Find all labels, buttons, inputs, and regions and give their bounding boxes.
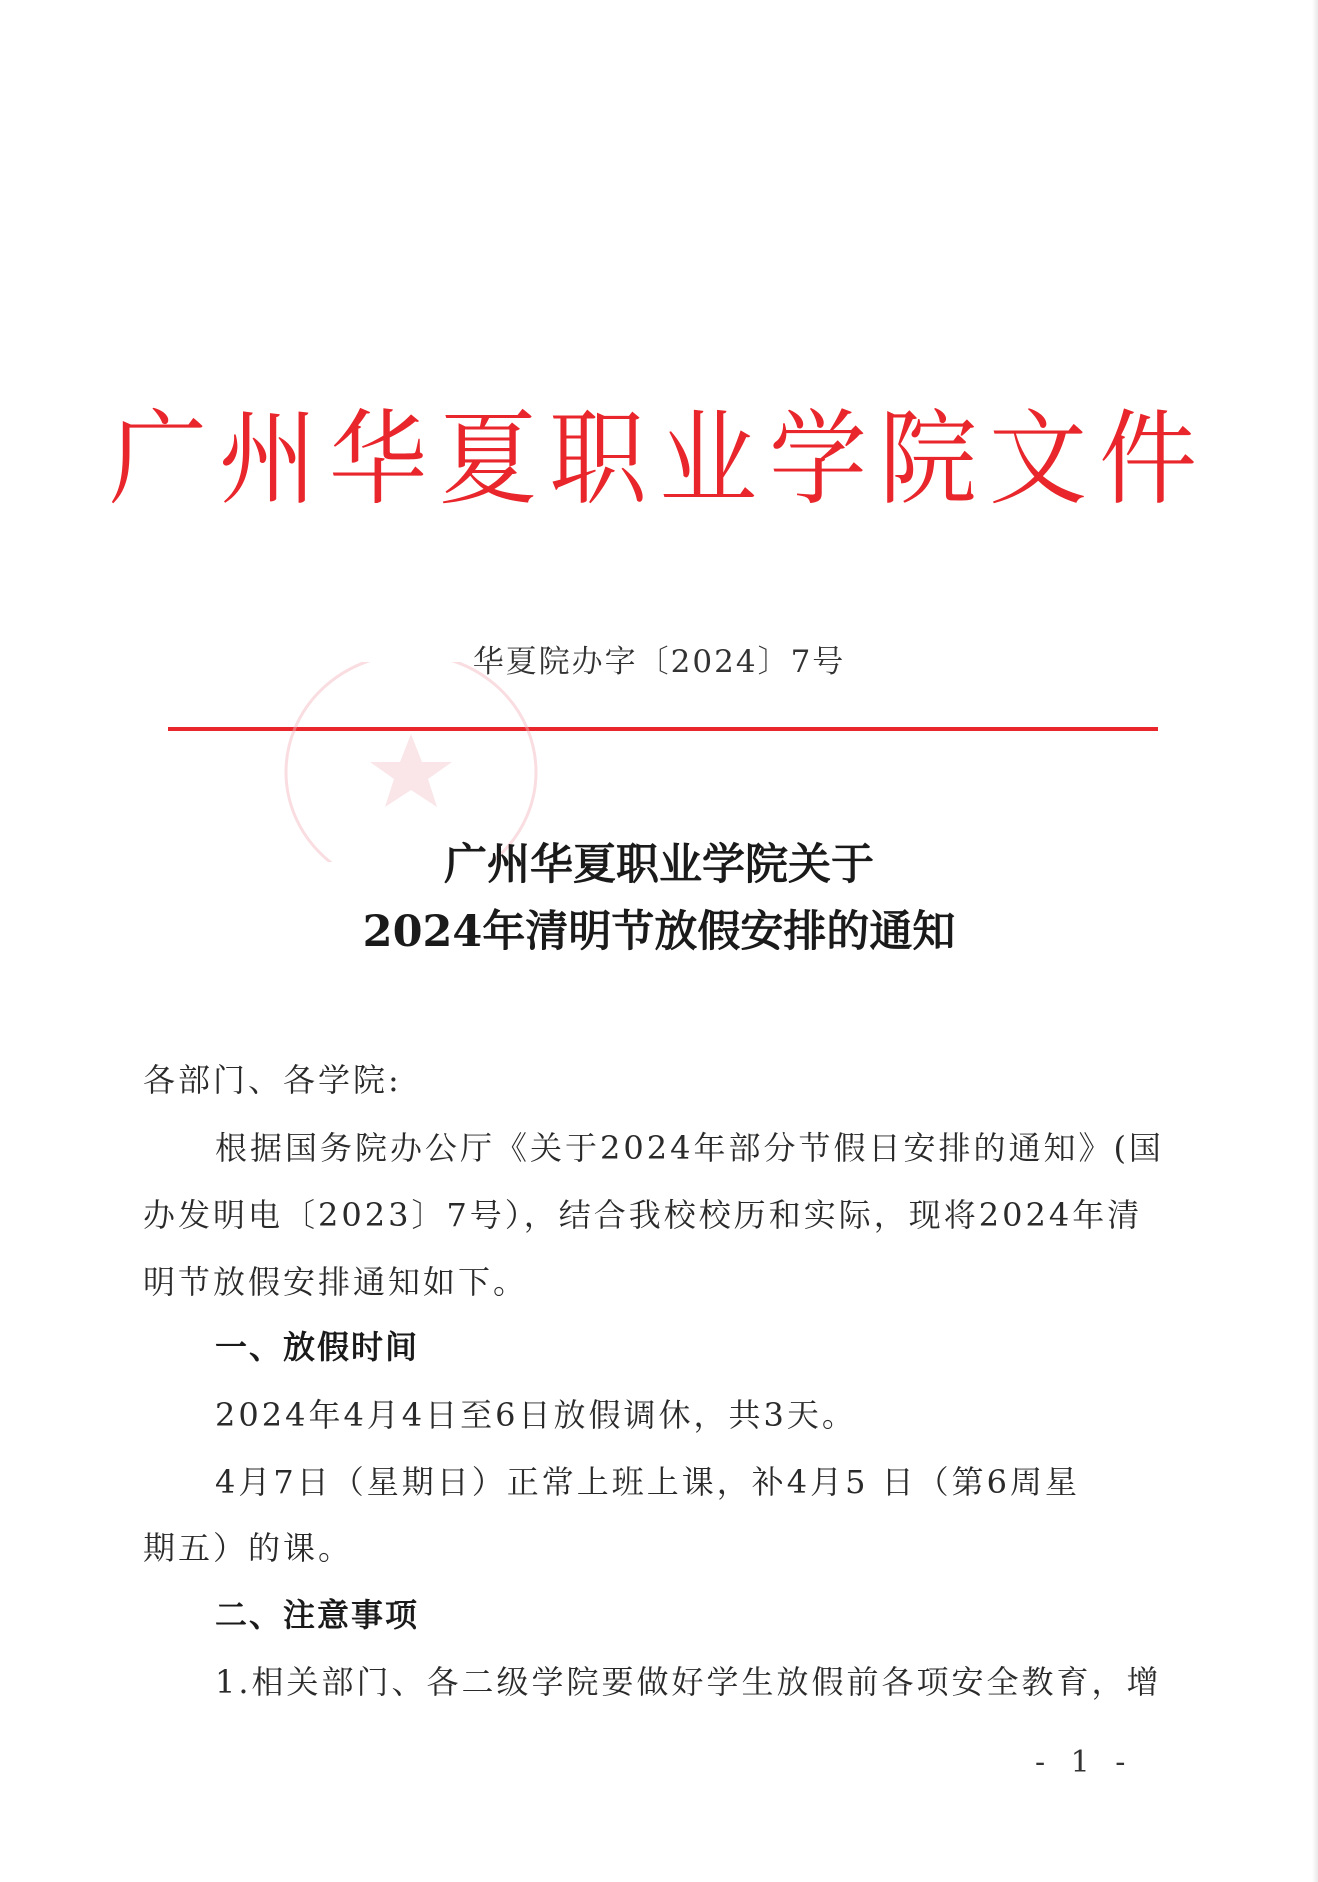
- notice-title-line-2: 2024年清明节放假安排的通知: [362, 907, 956, 957]
- makeup-day-line-1: 4月7日（星期日）正常上班上课，补4月5 日（第6周星: [215, 1463, 1080, 1501]
- intro-paragraph-line-3: 明节放假安排通知如下。: [143, 1263, 529, 1301]
- document-masthead: 广州华夏职业学院文件: [108, 400, 1209, 520]
- makeup-day-line-2: 期五）的课。: [143, 1529, 354, 1567]
- notes-item-1: 1.相关部门、各二级学院要做好学生放假前各项安全教育，增: [215, 1663, 1162, 1701]
- page-number: - 1 -: [1035, 1745, 1134, 1780]
- section-heading-notes: 二、注意事项: [215, 1596, 420, 1634]
- intro-paragraph-line-2: 办发明电〔2023〕7号），结合我校校历和实际，现将2024年清: [143, 1196, 1143, 1234]
- notice-title-line-1: 广州华夏职业学院关于: [444, 840, 874, 890]
- salutation: 各部门、各学院:: [143, 1061, 402, 1099]
- holiday-dates-text: 2024年4月4日至6日放假调休，共3天。: [215, 1396, 857, 1434]
- intro-paragraph-line-1: 根据国务院办公厅《关于2024年部分节假日安排的通知》(国: [215, 1129, 1164, 1167]
- document-number: 华夏院办字〔2024〕7号: [472, 644, 846, 680]
- notice-title: [0, 832, 1318, 966]
- section-heading-holiday-time: 一、放假时间: [215, 1328, 420, 1366]
